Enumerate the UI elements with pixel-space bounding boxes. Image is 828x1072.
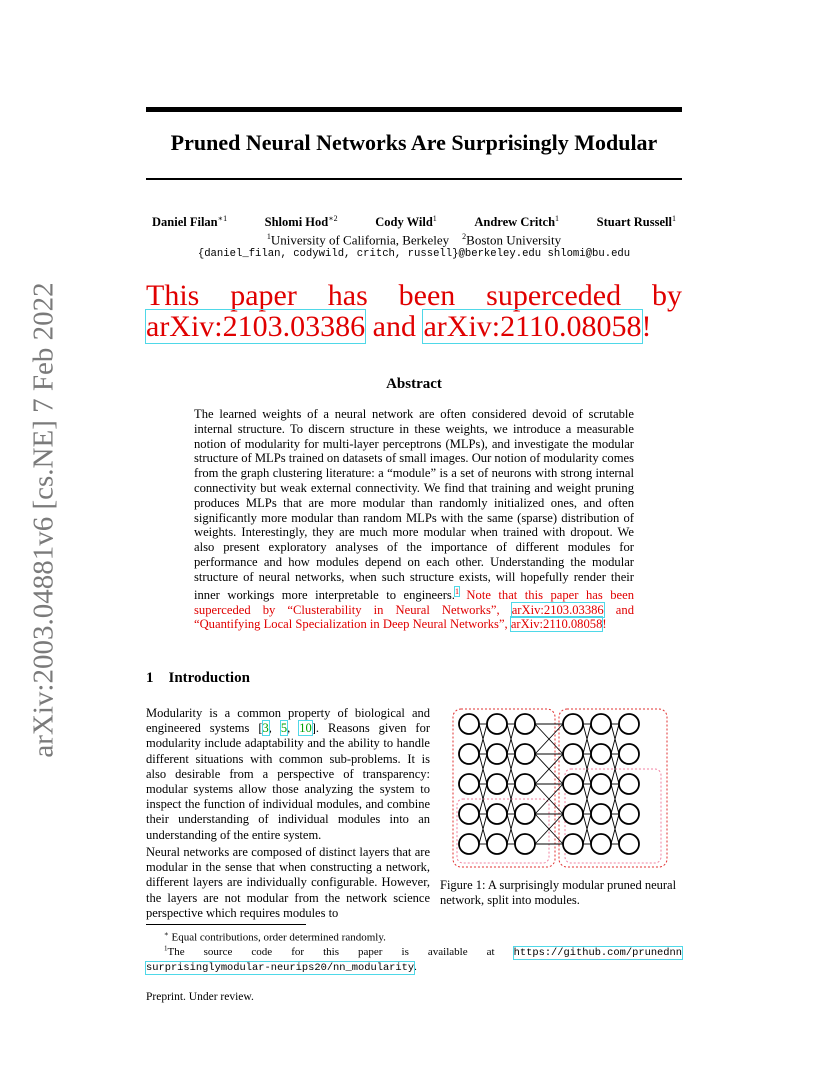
title-top-rule bbox=[146, 107, 682, 112]
network-node bbox=[619, 774, 639, 794]
author-list bbox=[146, 214, 682, 230]
intro-paragraph-1: Modularity is a common property of biological and engineered systems [3, 5, 10]. Reasons given for modularity include adaptability and the ability to handle different situations with common sub-problems. It is also desirable from a perspective of transparency: modular systems allow those analyzing the system to inspect the function of individual modules, and combine their understanding of individual modules into an understanding of the entire system. bbox=[146, 706, 431, 842]
preprint-status: Preprint. Under review. bbox=[146, 991, 254, 1003]
network-node bbox=[563, 744, 583, 764]
superseded-link-1[interactable]: arXiv:2103.03386 bbox=[146, 310, 366, 343]
author: Daniel Filan$^{∗1}$ bbox=[152, 214, 228, 230]
network-node bbox=[563, 804, 583, 824]
citation-link[interactable]: 10 bbox=[299, 721, 312, 736]
footnote-1-link[interactable]: 1 bbox=[454, 586, 459, 596]
network-node bbox=[563, 774, 583, 794]
network-node bbox=[459, 774, 479, 794]
source-code-url[interactable]: https://github.com/prunednnsurprisinglymodular-neurips20/nn_modularity bbox=[146, 946, 682, 974]
superseded-link-2[interactable]: arXiv:2110.08058 bbox=[423, 310, 642, 343]
network-node bbox=[591, 774, 611, 794]
network-node bbox=[487, 834, 507, 854]
network-node bbox=[563, 834, 583, 854]
paper-title: Pruned Neural Networks Are Surprisingly Modular bbox=[170, 130, 658, 155]
network-node bbox=[459, 804, 479, 824]
section-heading: 1 Introduction bbox=[146, 670, 250, 686]
citation-link[interactable]: 5 bbox=[280, 721, 288, 736]
intro-paragraph-2: Neural networks are composed of distinct layers that are modular in the sense that when constructing a network, different layers are individually configurable. However, the layers are not modular from the network science perspective which requires modules to bbox=[146, 845, 430, 920]
footnote-1: $^1$The source code for this paper is available at https://github.com/prunednnsurprisinglymodular-neurips20/nn_modularity. bbox=[146, 944, 682, 974]
network-node bbox=[619, 744, 639, 764]
network-node bbox=[591, 834, 611, 854]
network-node bbox=[619, 804, 639, 824]
network-node bbox=[591, 744, 611, 764]
abstract-link-1[interactable]: arXiv:2103.03386 bbox=[511, 602, 604, 617]
network-node bbox=[515, 774, 535, 794]
footnote-star: ∗ Equal contributions, order determined randomly. bbox=[164, 930, 386, 944]
network-node bbox=[487, 744, 507, 764]
modular-network-figure bbox=[449, 706, 674, 870]
title-bottom-rule bbox=[146, 178, 682, 180]
network-node bbox=[459, 834, 479, 854]
network-node bbox=[591, 804, 611, 824]
network-node bbox=[487, 774, 507, 794]
superseded-notice: This paper has been superceded by arXiv:2103.03386 and arXiv:2110.08058! bbox=[146, 279, 682, 343]
arxiv-sidebar-stamp: arXiv:2003.04881v6 [cs.NE] 7 Feb 2022 bbox=[27, 282, 60, 758]
author: Cody Wild$^1$ bbox=[375, 214, 437, 230]
author-emails: {daniel_filan, codywild, critch, russell}@berkeley.edu shlomi@bu.edu bbox=[197, 248, 631, 260]
author: Stuart Russell$^1$ bbox=[596, 214, 676, 230]
network-node bbox=[591, 714, 611, 734]
footnote-rule bbox=[146, 924, 306, 925]
abstract-heading: Abstract bbox=[386, 376, 442, 392]
abstract-body: The learned weights of a neural network are often considered devoid of scrutable internal structure. To discern structure in these weights, we introduce a measurable notion of modularity for multi-layer perceptrons (MLPs), and investigate the modular structure of MLPs trained on datasets of small images. Our notion of modularity comes from the graph clustering literature: a “module” is a set of neurons with strong internal connectivity but weak external connectivity. We find that training and weight pruning produces MLPs that are more modular than randomly initialized ones, and often significantly more modular than random MLPs with the same (sparse) distribution of weights. Interestingly, they are much more modular when trained with dropout. We also present exploratory analyses of the importance of different modules for performance and how modules depend on each other. Understanding the modular structure of neural networks, when such structure exists, will hopefully render their inner workings more interpretable to engineers.$^1$ Note that this paper has been superceded by “Clusterability in Neural Networks”, arXiv:2103.03386 and “Quantifying Local Specialization in Deep Neural Networks”, arXiv:2110.08058! bbox=[194, 407, 634, 632]
author: Andrew Critch$^1$ bbox=[474, 214, 560, 230]
network-node bbox=[619, 834, 639, 854]
affiliations: $^1$University of California, Berkeley $^2$Boston University bbox=[266, 232, 562, 248]
network-node bbox=[619, 714, 639, 734]
figure-caption: Figure 1: A surprisingly modular pruned neural network, split into modules. bbox=[440, 878, 677, 907]
network-node bbox=[487, 804, 507, 824]
abstract-link-2[interactable]: arXiv:2110.08058 bbox=[510, 617, 603, 632]
network-node bbox=[459, 744, 479, 764]
network-node bbox=[563, 714, 583, 734]
network-node bbox=[459, 714, 479, 734]
author: Shlomi Hod$^{∗2}$ bbox=[264, 214, 338, 230]
network-node bbox=[515, 834, 535, 854]
network-node bbox=[515, 744, 535, 764]
network-node bbox=[487, 714, 507, 734]
network-node bbox=[515, 714, 535, 734]
citation-link[interactable]: 3 bbox=[262, 721, 269, 736]
network-node bbox=[515, 804, 535, 824]
